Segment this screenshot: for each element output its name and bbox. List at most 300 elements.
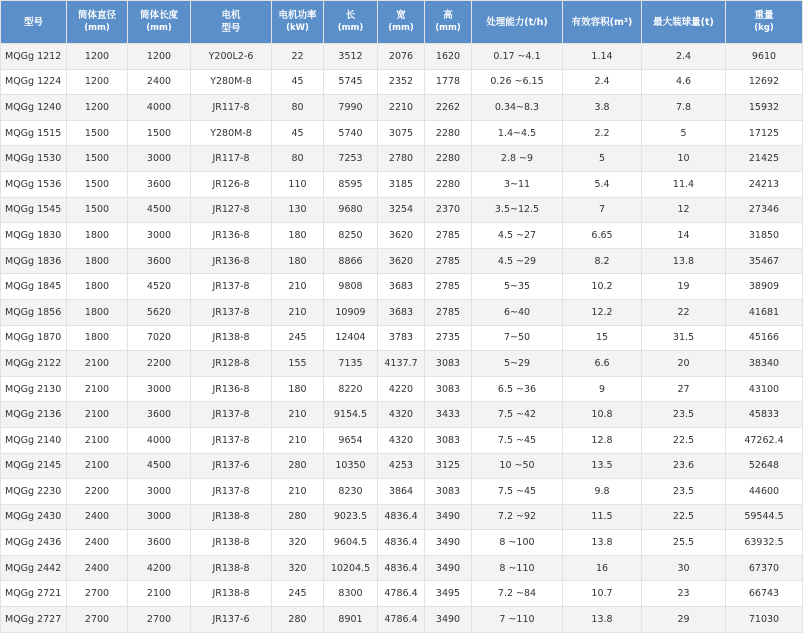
cell-model: MQGg 2130 (1, 376, 67, 402)
table-row (1, 95, 803, 121)
table-row (1, 274, 803, 300)
cell-length: 2200 (128, 351, 191, 377)
header-motor-line2: 型号 (221, 23, 241, 34)
cell-volume: 3.8 (563, 95, 642, 121)
cell-model: MQGg 1870 (1, 325, 67, 351)
cell-len: 8250 (324, 223, 378, 249)
header-volume-label: 有效容积(m³) (571, 16, 633, 28)
cell-width: 4320 (378, 402, 425, 428)
cell-length: 3000 (128, 223, 191, 249)
cell-diameter: 2200 (67, 479, 128, 505)
cell-power: 245 (272, 325, 324, 351)
cell-length: 4200 (128, 555, 191, 581)
cell-volume: 13.8 (563, 530, 642, 556)
cell-volume: 12.2 (563, 299, 642, 325)
cell-motor-model: JR126-8 (191, 171, 272, 197)
cell-width: 4836.4 (378, 504, 425, 530)
cell-model: MQGg 2145 (1, 453, 67, 479)
cell-weight: 45166 (726, 325, 803, 351)
cell-motor-model: JR137-8 (191, 274, 272, 300)
cell-len: 9023.5 (324, 504, 378, 530)
cell-weight: 52648 (726, 453, 803, 479)
table-row (1, 325, 803, 351)
cell-height: 3433 (425, 402, 472, 428)
header-height (425, 1, 472, 44)
table-row (1, 530, 803, 556)
cell-len: 5740 (324, 120, 378, 146)
header-length-unit: (mm) (146, 23, 172, 33)
cell-ball-load: 22 (642, 299, 726, 325)
cell-height: 2735 (425, 325, 472, 351)
cell-capacity: 6~40 (472, 299, 563, 325)
cell-len: 8230 (324, 479, 378, 505)
cell-motor-model: JR117-8 (191, 146, 272, 172)
header-height-unit: (mm) (435, 23, 461, 33)
cell-height: 3125 (425, 453, 472, 479)
cell-power: 130 (272, 197, 324, 223)
cell-diameter: 2700 (67, 607, 128, 633)
cell-ball-load: 19 (642, 274, 726, 300)
cell-ball-load: 23.5 (642, 402, 726, 428)
cell-ball-load: 5 (642, 120, 726, 146)
cell-diameter: 1500 (67, 146, 128, 172)
cell-capacity: 8 ~100 (472, 530, 563, 556)
cell-weight: 67370 (726, 555, 803, 581)
cell-power: 210 (272, 299, 324, 325)
cell-ball-load: 31.5 (642, 325, 726, 351)
cell-width: 3683 (378, 299, 425, 325)
cell-ball-load: 11.4 (642, 171, 726, 197)
cell-motor-model: JR137-8 (191, 299, 272, 325)
cell-volume: 9 (563, 376, 642, 402)
header-width-label: 宽 (396, 10, 406, 21)
cell-power: 320 (272, 530, 324, 556)
cell-len: 7990 (324, 95, 378, 121)
cell-motor-model: JR137-8 (191, 479, 272, 505)
cell-width: 3864 (378, 479, 425, 505)
cell-weight: 43100 (726, 376, 803, 402)
cell-diameter: 1200 (67, 44, 128, 70)
cell-motor-model: JR136-8 (191, 376, 272, 402)
cell-motor-model: JR117-8 (191, 95, 272, 121)
cell-weight: 31850 (726, 223, 803, 249)
cell-height: 1778 (425, 69, 472, 95)
cell-capacity: 0.26 ~6.15 (472, 69, 563, 95)
cell-len: 9604.5 (324, 530, 378, 556)
cell-model: MQGg 2430 (1, 504, 67, 530)
cell-weight: 38340 (726, 351, 803, 377)
cell-power: 280 (272, 453, 324, 479)
cell-power: 210 (272, 479, 324, 505)
cell-power: 210 (272, 427, 324, 453)
table-row (1, 248, 803, 274)
cell-weight: 47262.4 (726, 427, 803, 453)
cell-weight: 41681 (726, 299, 803, 325)
cell-motor-model: Y200L2-6 (191, 44, 272, 70)
cell-capacity: 1.4~4.5 (472, 120, 563, 146)
header-motor-model (191, 1, 272, 44)
cell-model: MQGg 2140 (1, 427, 67, 453)
cell-height: 2785 (425, 274, 472, 300)
header-diameter-unit: (mm) (84, 23, 110, 33)
cell-motor-model: JR137-8 (191, 402, 272, 428)
header-height-label: 高 (443, 10, 453, 21)
cell-height: 3083 (425, 479, 472, 505)
cell-len: 7135 (324, 351, 378, 377)
cell-width: 4320 (378, 427, 425, 453)
cell-height: 2785 (425, 248, 472, 274)
cell-len: 12404 (324, 325, 378, 351)
cell-volume: 8.2 (563, 248, 642, 274)
cell-volume: 6.65 (563, 223, 642, 249)
cell-ball-load: 23.6 (642, 453, 726, 479)
cell-model: MQGg 2136 (1, 402, 67, 428)
cell-weight: 66743 (726, 581, 803, 607)
cell-capacity: 7.2 ~84 (472, 581, 563, 607)
cell-power: 245 (272, 581, 324, 607)
cell-power: 210 (272, 402, 324, 428)
cell-capacity: 4.5 ~29 (472, 248, 563, 274)
table-row (1, 581, 803, 607)
cell-capacity: 3.5~12.5 (472, 197, 563, 223)
cell-diameter: 1200 (67, 69, 128, 95)
spec-table-body (1, 44, 803, 633)
cell-ball-load: 23.5 (642, 479, 726, 505)
cell-model: MQGg 1856 (1, 299, 67, 325)
cell-motor-model: JR127-8 (191, 197, 272, 223)
cell-weight: 71030 (726, 607, 803, 633)
cell-height: 2370 (425, 197, 472, 223)
cell-volume: 1.14 (563, 44, 642, 70)
cell-len: 8901 (324, 607, 378, 633)
cell-diameter: 1800 (67, 325, 128, 351)
table-row (1, 146, 803, 172)
header-model-label: 型号 (23, 16, 43, 28)
cell-ball-load: 22.5 (642, 504, 726, 530)
cell-diameter: 2100 (67, 453, 128, 479)
cell-weight: 44600 (726, 479, 803, 505)
cell-capacity: 7.5 ~45 (472, 427, 563, 453)
cell-model: MQGg 2230 (1, 479, 67, 505)
cell-weight: 15932 (726, 95, 803, 121)
cell-ball-load: 2.4 (642, 44, 726, 70)
cell-diameter: 1800 (67, 223, 128, 249)
cell-motor-model: Y280M-8 (191, 120, 272, 146)
cell-length: 3600 (128, 248, 191, 274)
table-row (1, 44, 803, 70)
cell-ball-load: 27 (642, 376, 726, 402)
cell-power: 180 (272, 248, 324, 274)
cell-ball-load: 22.5 (642, 427, 726, 453)
cell-len: 8866 (324, 248, 378, 274)
header-volume (563, 1, 642, 44)
cell-width: 2210 (378, 95, 425, 121)
cell-height: 2280 (425, 146, 472, 172)
cell-width: 2352 (378, 69, 425, 95)
cell-motor-model: JR137-8 (191, 427, 272, 453)
cell-ball-load: 23 (642, 581, 726, 607)
cell-capacity: 4.5 ~27 (472, 223, 563, 249)
cell-length: 1200 (128, 44, 191, 70)
cell-diameter: 1800 (67, 299, 128, 325)
table-row (1, 376, 803, 402)
cell-model: MQGg 1545 (1, 197, 67, 223)
cell-capacity: 10 ~50 (472, 453, 563, 479)
cell-motor-model: JR128-8 (191, 351, 272, 377)
header-weight-unit: (kg) (754, 23, 774, 33)
cell-len: 8220 (324, 376, 378, 402)
cell-diameter: 2100 (67, 376, 128, 402)
cell-volume: 12.8 (563, 427, 642, 453)
cell-power: 22 (272, 44, 324, 70)
cell-ball-load: 25.5 (642, 530, 726, 556)
header-len-unit: (mm) (337, 23, 364, 33)
cell-capacity: 7.5 ~42 (472, 402, 563, 428)
cell-len: 9808 (324, 274, 378, 300)
cell-len: 3512 (324, 44, 378, 70)
cell-height: 3083 (425, 427, 472, 453)
cell-power: 80 (272, 146, 324, 172)
cell-capacity: 0.17 ~4.1 (472, 44, 563, 70)
cell-model: MQGg 1536 (1, 171, 67, 197)
cell-capacity: 2.8 ~9 (472, 146, 563, 172)
cell-len: 10350 (324, 453, 378, 479)
cell-width: 4220 (378, 376, 425, 402)
cell-ball-load: 30 (642, 555, 726, 581)
cell-width: 4253 (378, 453, 425, 479)
cell-length: 4500 (128, 197, 191, 223)
cell-model: MQGg 1830 (1, 223, 67, 249)
cell-ball-load: 10 (642, 146, 726, 172)
cell-weight: 63932.5 (726, 530, 803, 556)
cell-len: 10204.5 (324, 555, 378, 581)
cell-length: 3000 (128, 146, 191, 172)
cell-ball-load: 20 (642, 351, 726, 377)
cell-ball-load: 14 (642, 223, 726, 249)
cell-length: 5620 (128, 299, 191, 325)
cell-volume: 13.5 (563, 453, 642, 479)
cell-length: 4000 (128, 95, 191, 121)
cell-length: 2700 (128, 607, 191, 633)
cell-ball-load: 29 (642, 607, 726, 633)
cell-len: 9154.5 (324, 402, 378, 428)
header-length-label: 筒体长度 (139, 10, 178, 21)
cell-volume: 7 (563, 197, 642, 223)
cell-diameter: 2400 (67, 555, 128, 581)
cell-volume: 2.2 (563, 120, 642, 146)
cell-diameter: 1500 (67, 120, 128, 146)
cell-weight: 35467 (726, 248, 803, 274)
cell-model: MQGg 1845 (1, 274, 67, 300)
cell-capacity: 7.5 ~45 (472, 479, 563, 505)
cell-volume: 16 (563, 555, 642, 581)
cell-height: 3490 (425, 607, 472, 633)
cell-volume: 6.6 (563, 351, 642, 377)
header-row (1, 1, 803, 44)
cell-width: 3620 (378, 248, 425, 274)
cell-volume: 15 (563, 325, 642, 351)
cell-ball-load: 12 (642, 197, 726, 223)
cell-weight: 12692 (726, 69, 803, 95)
cell-volume: 10.8 (563, 402, 642, 428)
table-row (1, 402, 803, 428)
cell-power: 280 (272, 504, 324, 530)
cell-volume: 10.7 (563, 581, 642, 607)
header-len (324, 1, 378, 44)
table-row (1, 479, 803, 505)
cell-height: 3490 (425, 504, 472, 530)
cell-model: MQGg 2436 (1, 530, 67, 556)
cell-height: 3490 (425, 555, 472, 581)
cell-power: 210 (272, 274, 324, 300)
cell-weight: 27346 (726, 197, 803, 223)
table-row (1, 299, 803, 325)
cell-motor-model: JR136-8 (191, 223, 272, 249)
cell-length: 1500 (128, 120, 191, 146)
cell-weight: 38909 (726, 274, 803, 300)
header-width (378, 1, 425, 44)
table-row (1, 427, 803, 453)
cell-power: 280 (272, 607, 324, 633)
header-width-unit: (mm) (388, 23, 414, 33)
cell-width: 3254 (378, 197, 425, 223)
cell-diameter: 2100 (67, 427, 128, 453)
cell-model: MQGg 1224 (1, 69, 67, 95)
table-row (1, 171, 803, 197)
cell-volume: 11.5 (563, 504, 642, 530)
cell-width: 4836.4 (378, 555, 425, 581)
table-row (1, 351, 803, 377)
cell-volume: 10.2 (563, 274, 642, 300)
cell-weight: 45833 (726, 402, 803, 428)
cell-volume: 5 (563, 146, 642, 172)
cell-motor-model: JR138-8 (191, 530, 272, 556)
cell-model: MQGg 1212 (1, 44, 67, 70)
cell-model: MQGg 2721 (1, 581, 67, 607)
header-capacity (472, 1, 563, 44)
header-power-label: 电机功率 (278, 10, 317, 21)
header-ball-load-label: 最大装球量(t) (653, 16, 714, 28)
cell-diameter: 1200 (67, 95, 128, 121)
cell-motor-model: Y280M-8 (191, 69, 272, 95)
cell-motor-model: JR136-8 (191, 248, 272, 274)
cell-capacity: 8 ~110 (472, 555, 563, 581)
cell-length: 2100 (128, 581, 191, 607)
header-diameter (67, 1, 128, 44)
cell-weight: 17125 (726, 120, 803, 146)
table-row (1, 197, 803, 223)
cell-diameter: 2100 (67, 351, 128, 377)
cell-width: 3783 (378, 325, 425, 351)
cell-width: 4786.4 (378, 581, 425, 607)
cell-length: 4520 (128, 274, 191, 300)
cell-model: MQGg 2727 (1, 607, 67, 633)
cell-diameter: 1800 (67, 274, 128, 300)
cell-len: 8595 (324, 171, 378, 197)
cell-width: 3075 (378, 120, 425, 146)
header-len-label: 长 (345, 10, 356, 21)
table-row (1, 69, 803, 95)
cell-motor-model: JR137-6 (191, 607, 272, 633)
cell-ball-load: 4.6 (642, 69, 726, 95)
cell-motor-model: JR138-8 (191, 325, 272, 351)
cell-power: 45 (272, 120, 324, 146)
cell-height: 2262 (425, 95, 472, 121)
cell-length: 3600 (128, 171, 191, 197)
cell-height: 3495 (425, 581, 472, 607)
header-ball-load (642, 1, 726, 44)
cell-capacity: 5~29 (472, 351, 563, 377)
cell-length: 3600 (128, 530, 191, 556)
header-weight-label: 重量 (754, 10, 774, 21)
cell-diameter: 1800 (67, 248, 128, 274)
cell-volume: 5.4 (563, 171, 642, 197)
header-capacity-label: 处理能力(t/h) (486, 16, 548, 28)
cell-power: 180 (272, 376, 324, 402)
cell-height: 3490 (425, 530, 472, 556)
table-row (1, 504, 803, 530)
cell-volume: 2.4 (563, 69, 642, 95)
cell-length: 3000 (128, 504, 191, 530)
cell-height: 1620 (425, 44, 472, 70)
cell-len: 10909 (324, 299, 378, 325)
cell-width: 3620 (378, 223, 425, 249)
cell-ball-load: 13.8 (642, 248, 726, 274)
cell-width: 4836.4 (378, 530, 425, 556)
header-length (128, 1, 191, 44)
cell-capacity: 7 ~110 (472, 607, 563, 633)
cell-length: 7020 (128, 325, 191, 351)
cell-diameter: 2700 (67, 581, 128, 607)
cell-length: 4500 (128, 453, 191, 479)
cell-diameter: 2100 (67, 402, 128, 428)
table-row (1, 453, 803, 479)
cell-ball-load: 7.8 (642, 95, 726, 121)
cell-len: 9654 (324, 427, 378, 453)
cell-width: 3185 (378, 171, 425, 197)
cell-length: 2400 (128, 69, 191, 95)
cell-height: 2280 (425, 171, 472, 197)
header-power (272, 1, 324, 44)
cell-power: 45 (272, 69, 324, 95)
cell-height: 2280 (425, 120, 472, 146)
cell-length: 3000 (128, 376, 191, 402)
header-model (1, 1, 67, 44)
cell-length: 3000 (128, 479, 191, 505)
cell-len: 5745 (324, 69, 378, 95)
cell-motor-model: JR138-8 (191, 581, 272, 607)
cell-width: 2780 (378, 146, 425, 172)
cell-capacity: 7~50 (472, 325, 563, 351)
cell-diameter: 2400 (67, 530, 128, 556)
cell-len: 9680 (324, 197, 378, 223)
cell-weight: 24213 (726, 171, 803, 197)
cell-power: 110 (272, 171, 324, 197)
cell-power: 320 (272, 555, 324, 581)
cell-model: MQGg 1515 (1, 120, 67, 146)
cell-width: 2076 (378, 44, 425, 70)
cell-diameter: 1500 (67, 197, 128, 223)
cell-power: 155 (272, 351, 324, 377)
cell-height: 3083 (425, 376, 472, 402)
cell-len: 7253 (324, 146, 378, 172)
header-weight (726, 1, 803, 44)
cell-diameter: 1500 (67, 171, 128, 197)
cell-length: 4000 (128, 427, 191, 453)
cell-power: 80 (272, 95, 324, 121)
table-row (1, 555, 803, 581)
cell-height: 2785 (425, 223, 472, 249)
